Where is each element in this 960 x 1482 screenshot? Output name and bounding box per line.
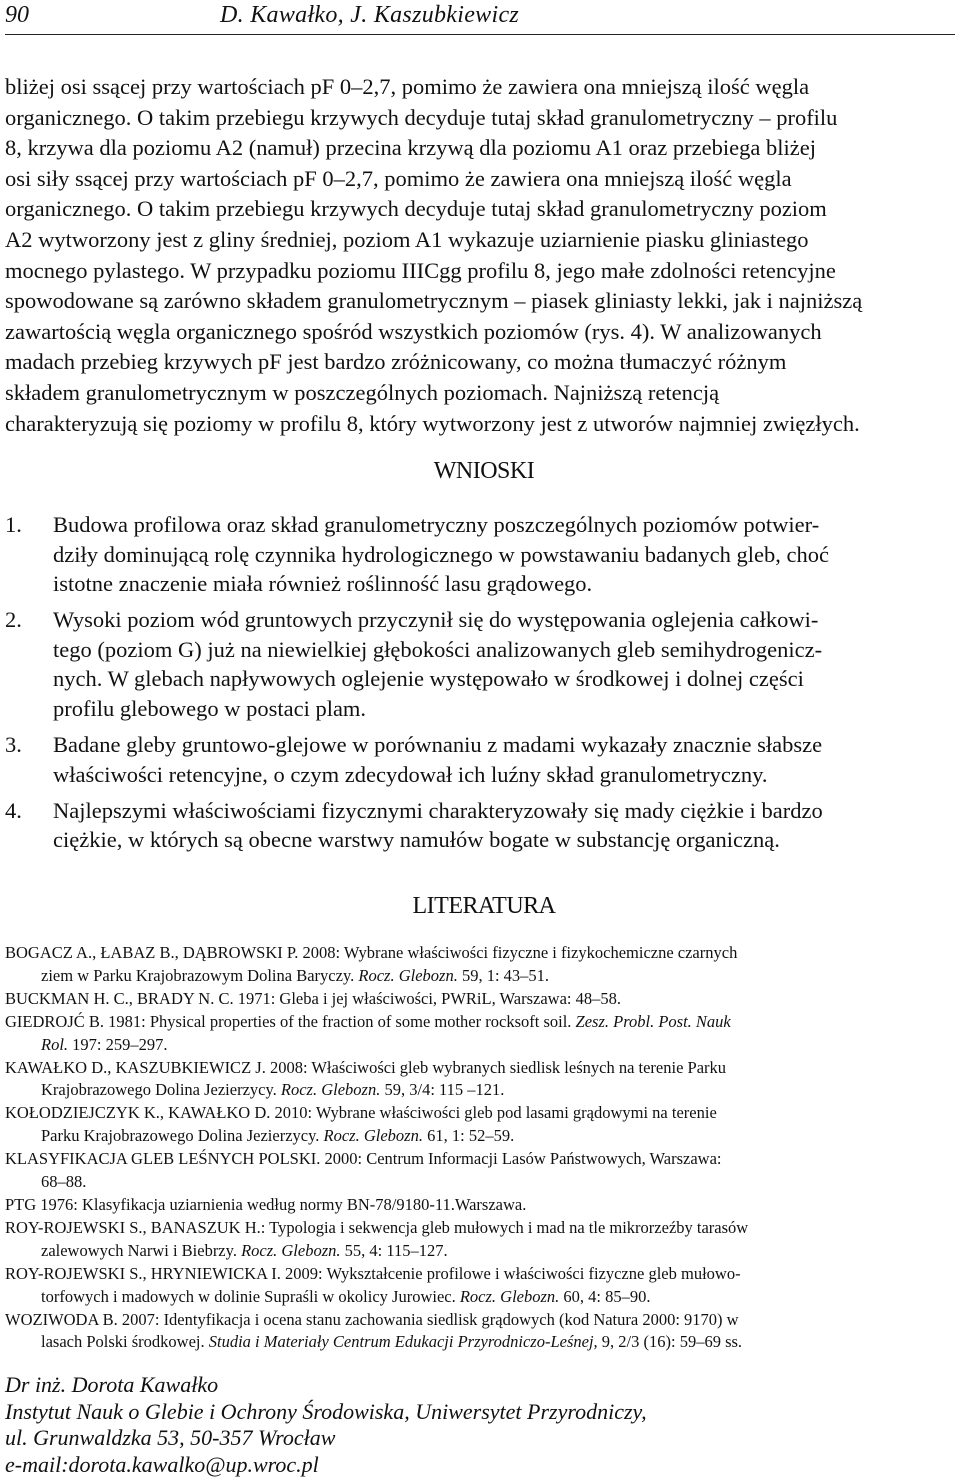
conclusion-item: [5, 605, 955, 723]
author-name: Dr inż. Dorota Kawałko: [5, 1372, 219, 1397]
reference-line: KAWAŁKO D., KASZUBKIEWICZ J. 2008: Właściwości gleb wybranych siedlisk leśnych na terenie Parku: [5, 1057, 727, 1077]
institution: Instytut Nauk o Glebie i Ochrony Środowiska, Uniwersytet Przyrodniczy,: [5, 1398, 647, 1424]
journal-name: Rocz. Glebozn.: [280, 1080, 381, 1100]
reference-line: ROY-ROJEWSKI S., BANASZUK H.: Typologia i sekwencja gleb mułowych i mad na tle mikrorzeźby tarasów: [5, 1217, 749, 1237]
conclusions-heading: WNIOSKI: [433, 458, 535, 484]
conclusion-line: właściwości retencyjne, o czym zdecydował ich luźny skład granulometryczny.: [53, 761, 768, 787]
reference-line: [5, 1079, 955, 1102]
reference-line: ROY-ROJEWSKI S., HRYNIEWICKA I. 2009: Wykształcenie profilowe i właściwości fizyczne gleb mułowo-: [5, 1263, 741, 1283]
conclusion-line: ciężkie, w których są obecne warstwy namułów bogate w substancję organiczną.: [53, 827, 780, 853]
reference-line: [5, 1125, 955, 1148]
conclusion-number: 3.: [5, 732, 22, 758]
journal-name: Zesz. Probl. Post. Nauk: [575, 1011, 731, 1031]
reference-text: Krajobrazowego Dolina Jezierzycy.: [41, 1080, 281, 1100]
conclusion-line: istotne znaczenie miała również roślinność lasu grądowego.: [53, 571, 593, 597]
conclusion-line: nych. W glebach napływowych oglejenie występowało w środkowej i dolnej części: [53, 666, 804, 692]
journal-name: Rocz. Glebozn.: [241, 1240, 341, 1260]
reference-text: torfowych i madowych w dolinie Supraśli w okolicy Jurowiec.: [41, 1286, 460, 1306]
reference-entry: [5, 1102, 955, 1148]
reference-text: GIEDROJĆ B. 1981: Physical properties of the fraction of some mother rocksoft soil.: [5, 1011, 576, 1031]
literature-heading: LITERATURA: [412, 893, 556, 919]
reference-line: [5, 1240, 955, 1263]
body-line: 8, krzywa dla poziomu A2 (namuł) przecina krzywą dla poziomu A1 oraz przebiega bliżej: [5, 135, 816, 161]
reference-text: 9, 2/3 (16): 59–69 ss.: [597, 1332, 743, 1352]
reference-text: zalewowych Narwi i Biebrzy.: [41, 1240, 242, 1260]
reference-line: KLASYFIKACJA GLEB LEŚNYCH POLSKI. 2000: Centrum Informacji Lasów Państwowych, Warszawa:: [5, 1149, 722, 1169]
reference-entry: [5, 1263, 955, 1309]
reference-line: KOŁODZIEJCZYK K., KAWAŁKO D. 2010: Wybrane właściwości gleb pod lasami grądowymi na terenie: [5, 1103, 717, 1123]
reference-text: 60, 4: 85–90.: [559, 1286, 651, 1306]
body-line: organicznego. O takim przebiegu krzywych decyduje tutaj skład granulometryczny poziom: [5, 196, 827, 222]
conclusion-line: tego (poziom G) już na niewielkiej głębokości analizowanych gleb semihydrogenicz-: [53, 636, 823, 662]
reference-text: 59, 1: 43–51.: [457, 965, 550, 985]
body-line: A2 wytworzony jest z gliny średniej, poziom A1 wykazuje uziarnienie piasku gliniastego: [5, 226, 809, 252]
body-line: madach przebieg krzywych pF jest bardzo zróżnicowany, co można tłumaczyć różnym: [5, 349, 787, 375]
journal-name: Rocz. Glebozn.: [323, 1126, 423, 1146]
conclusion-line: dziły dominującą rolę czynnika hydrologicznego w powstawaniu badanych gleb, choć: [53, 541, 829, 567]
body-paragraph: [5, 72, 955, 439]
body-line: osi siły ssącej przy wartościach pF 0–2,7, pomimo że zawiera ona mniejszą ilość węgla: [5, 165, 792, 191]
reference-line: 68–88.: [41, 1172, 87, 1192]
conclusion-item: [5, 730, 955, 789]
reference-entry: [5, 942, 955, 988]
reference-text: 197: 259–297.: [68, 1034, 168, 1054]
reference-line: [5, 965, 955, 988]
reference-line: [5, 1286, 955, 1309]
running-header: [5, 0, 955, 40]
reference-entry: [5, 1194, 955, 1217]
reference-text: 59, 3/4: 115 –121.: [380, 1080, 505, 1100]
conclusion-item: [5, 796, 955, 855]
reference-line: PTG 1976: Klasyfikacja uziarnienia według normy BN-78/9180-11.Warszawa.: [5, 1194, 527, 1214]
body-line: charakteryzują się poziomy w profilu 8, który wytworzony jest z utworów najmniej zwięzłych.: [5, 410, 860, 436]
conclusion-number: 2.: [5, 607, 22, 633]
conclusion-number: 4.: [5, 797, 22, 823]
reference-line: BUCKMAN H. C., BRADY N. C. 1971: Gleba i jej właściwości, PWRiL, Warszawa: 48–58.: [5, 988, 621, 1008]
conclusion-line: Najlepszymi właściwościami fizycznymi charakteryzowały się mady ciężkie i bardzo: [53, 797, 823, 823]
reference-line: BOGACZ A., ŁABAZ B., DĄBROWSKI P. 2008: Wybrane właściwości fizyczne i fizykochemiczne czarnych: [5, 943, 738, 962]
journal-name: Studia i Materiały Centrum Edukacji Przyrodniczo-Leśnej,: [208, 1332, 598, 1352]
body-line: organicznego. O takim przebiegu krzywych decyduje tutaj skład granulometryczny – profilu: [5, 104, 838, 130]
page-number: 90: [5, 2, 29, 28]
header-rule: [5, 34, 955, 35]
reference-line: WOZIWODA B. 2007: Identyfikacja i ocena stanu zachowania siedlisk grądowych (kod Natura 2000: 9170) w: [5, 1309, 739, 1329]
reference-entry: [5, 1309, 955, 1355]
reference-list: [5, 942, 955, 1354]
conclusion-line: Budowa profilowa oraz skład granulometryczny poszczególnych poziomów potwier-: [53, 512, 820, 537]
conclusion-item: [5, 510, 955, 599]
body-line: spowodowane są zarówno składem granulometrycznym – piasek gliniasty lekki, jak i najniższą: [5, 288, 863, 314]
reference-entry: [5, 988, 955, 1011]
reference-line: [5, 1331, 955, 1354]
body-line: składem granulometrycznym w poszczególnych poziomach. Najniższą retencją: [5, 379, 720, 405]
conclusion-number: 1.: [5, 512, 22, 537]
journal-name: Rocz. Glebozn.: [459, 1286, 560, 1306]
reference-line: [5, 1034, 955, 1057]
reference-text: Parku Krajobrazowego Dolina Jezierzycy.: [41, 1126, 324, 1146]
conclusions-list: [5, 510, 955, 862]
conclusion-line: profilu glebowego w postaci plam.: [53, 696, 367, 722]
reference-entry: [5, 1217, 955, 1263]
email-address: e-mail:dorota.kawalko@up.wroc.pl: [5, 1451, 319, 1477]
reference-line: [5, 1011, 955, 1034]
reference-text: 55, 4: 115–127.: [340, 1240, 448, 1260]
reference-text: lasach Polski środkowej.: [41, 1332, 209, 1352]
conclusion-line: Badane gleby gruntowo-glejowe w porównaniu z madami wykazały znacznie słabsze: [53, 732, 823, 758]
reference-entry: [5, 1011, 955, 1057]
reference-text: 61, 1: 52–59.: [422, 1126, 515, 1146]
reference-entry: [5, 1057, 955, 1103]
conclusion-line: Wysoki poziom wód gruntowych przyczynił się do występowania oglejenia całkowi-: [53, 607, 819, 633]
body-line: mocnego pylastego. W przypadku poziomu IIICgg profilu 8, jego małe zdolności retencyjne: [5, 257, 836, 283]
reference-entry: [5, 1148, 955, 1194]
running-header-authors: D. Kawałko, J. Kaszubkiewicz: [220, 2, 520, 28]
postal-address: ul. Grunwaldzka 53, 50-357 Wrocław: [5, 1425, 336, 1451]
journal-name: Rol.: [41, 1034, 69, 1054]
author-affiliation: [5, 1372, 955, 1478]
body-line: zawartością węgla organicznego spośród wszystkich poziomów (rys. 4). W analizowanych: [5, 318, 822, 344]
body-line: bliżej osi ssącej przy wartościach pF 0–2,7, pomimo że zawiera ona mniejszą ilość węgla: [5, 74, 810, 99]
journal-name: Rocz. Glebozn.: [358, 965, 458, 985]
reference-text: ziem w Parku Krajobrazowym Dolina Baryczy.: [41, 965, 359, 985]
